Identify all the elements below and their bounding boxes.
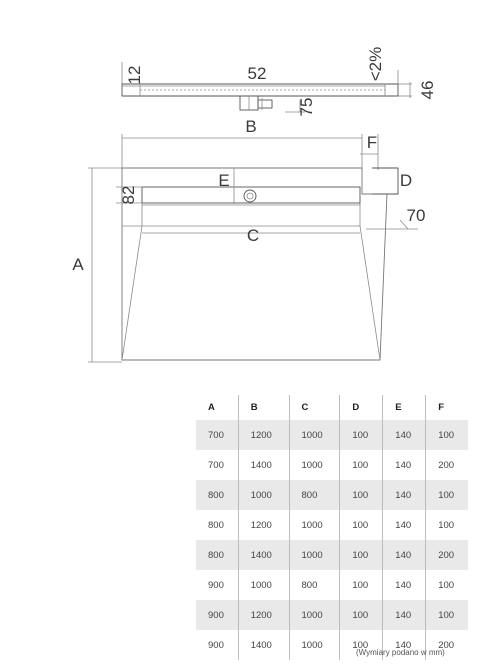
table-cell: 800 xyxy=(208,519,224,531)
table-cell: 100 xyxy=(340,630,383,660)
table-cell: 140 xyxy=(383,540,426,570)
table-cell: 200 xyxy=(426,630,468,660)
table-cell: 1000 xyxy=(289,510,340,540)
table-cell: 140 xyxy=(383,570,426,600)
table-cell: 140 xyxy=(383,630,426,660)
slope-label: <2% xyxy=(366,46,385,82)
table-row xyxy=(196,540,468,570)
table-cell: 100 xyxy=(340,420,383,450)
table-cell: 140 xyxy=(383,600,426,630)
table-cell: 900 xyxy=(196,600,238,630)
table-cell: 100 xyxy=(426,480,468,510)
table-cell: 200 xyxy=(426,540,468,570)
edge-height-label: 12 xyxy=(125,65,144,85)
table-cell: 1400 xyxy=(238,540,289,570)
table-cell: 1200 xyxy=(238,510,289,540)
header-f: F xyxy=(426,395,468,420)
table-cell: 1000 xyxy=(238,570,289,600)
header-d: D xyxy=(340,395,383,420)
dim-a-label: A xyxy=(72,255,84,274)
table-row xyxy=(196,510,468,540)
table-cell: 1400 xyxy=(238,630,289,660)
table-cell: 1000 xyxy=(289,630,340,660)
table-cell: 100 xyxy=(340,480,383,510)
dimensions-table xyxy=(196,395,468,660)
table-cell: 140 xyxy=(383,420,426,450)
header-b: B xyxy=(238,395,289,420)
table-row xyxy=(196,600,468,630)
dim-d-label: D xyxy=(399,171,413,190)
table-cell: 100 xyxy=(426,420,468,450)
table-cell: 1000 xyxy=(289,420,340,450)
table-cell: 100 xyxy=(340,510,383,540)
header-a: A xyxy=(208,402,215,413)
table-cell: 100 xyxy=(340,540,383,570)
table-cell: 800 xyxy=(196,480,238,510)
width-label: 52 xyxy=(247,64,267,83)
table-row xyxy=(196,450,468,480)
table-cell: 200 xyxy=(426,450,468,480)
table-row xyxy=(196,420,468,450)
table-cell: 100 xyxy=(426,570,468,600)
table-row xyxy=(196,480,468,510)
table-cell: 800 xyxy=(196,540,238,570)
table-row xyxy=(196,570,468,600)
header-e: E xyxy=(383,395,426,420)
table-cell: 1000 xyxy=(289,450,340,480)
channel-gap-label: 70 xyxy=(406,206,426,225)
table-cell: 700 xyxy=(208,459,224,471)
plan-view xyxy=(72,117,425,362)
drain-outlet xyxy=(240,96,272,110)
table-cell: 140 xyxy=(383,510,426,540)
table-cell: 1400 xyxy=(238,450,289,480)
table-cell: 100 xyxy=(426,510,468,540)
table-cell: 1000 xyxy=(289,600,340,630)
table-cell: 140 xyxy=(383,480,426,510)
dim-b-label: B xyxy=(245,117,257,136)
table-cell: 700 xyxy=(196,420,238,450)
table-cell: 1000 xyxy=(238,480,289,510)
dim-f-label: F xyxy=(366,133,378,152)
dim-c-label: C xyxy=(246,226,260,245)
drain-height-label: 75 xyxy=(297,97,316,117)
table-cell: 100 xyxy=(426,600,468,630)
header-c: C xyxy=(289,395,340,420)
table-cell: 140 xyxy=(383,450,426,480)
table-cell: 900 xyxy=(208,579,224,591)
table-header-row xyxy=(196,395,468,420)
table-cell: 1000 xyxy=(289,540,340,570)
table-cell: 100 xyxy=(340,570,383,600)
dim-e-label: E xyxy=(218,171,230,190)
table-cell: 800 xyxy=(289,480,340,510)
table-cell: 800 xyxy=(289,570,340,600)
table-cell: 100 xyxy=(340,450,383,480)
channel-offset-label: 82 xyxy=(119,185,138,205)
table-cell: 1200 xyxy=(238,600,289,630)
section-view xyxy=(122,47,437,117)
total-height-label: 46 xyxy=(418,80,437,100)
table-cell: 1200 xyxy=(238,420,289,450)
table-cell: 900 xyxy=(208,639,224,651)
table-cell: 100 xyxy=(340,600,383,630)
units-footnote: (Wymiary podano w mm) xyxy=(356,648,445,657)
